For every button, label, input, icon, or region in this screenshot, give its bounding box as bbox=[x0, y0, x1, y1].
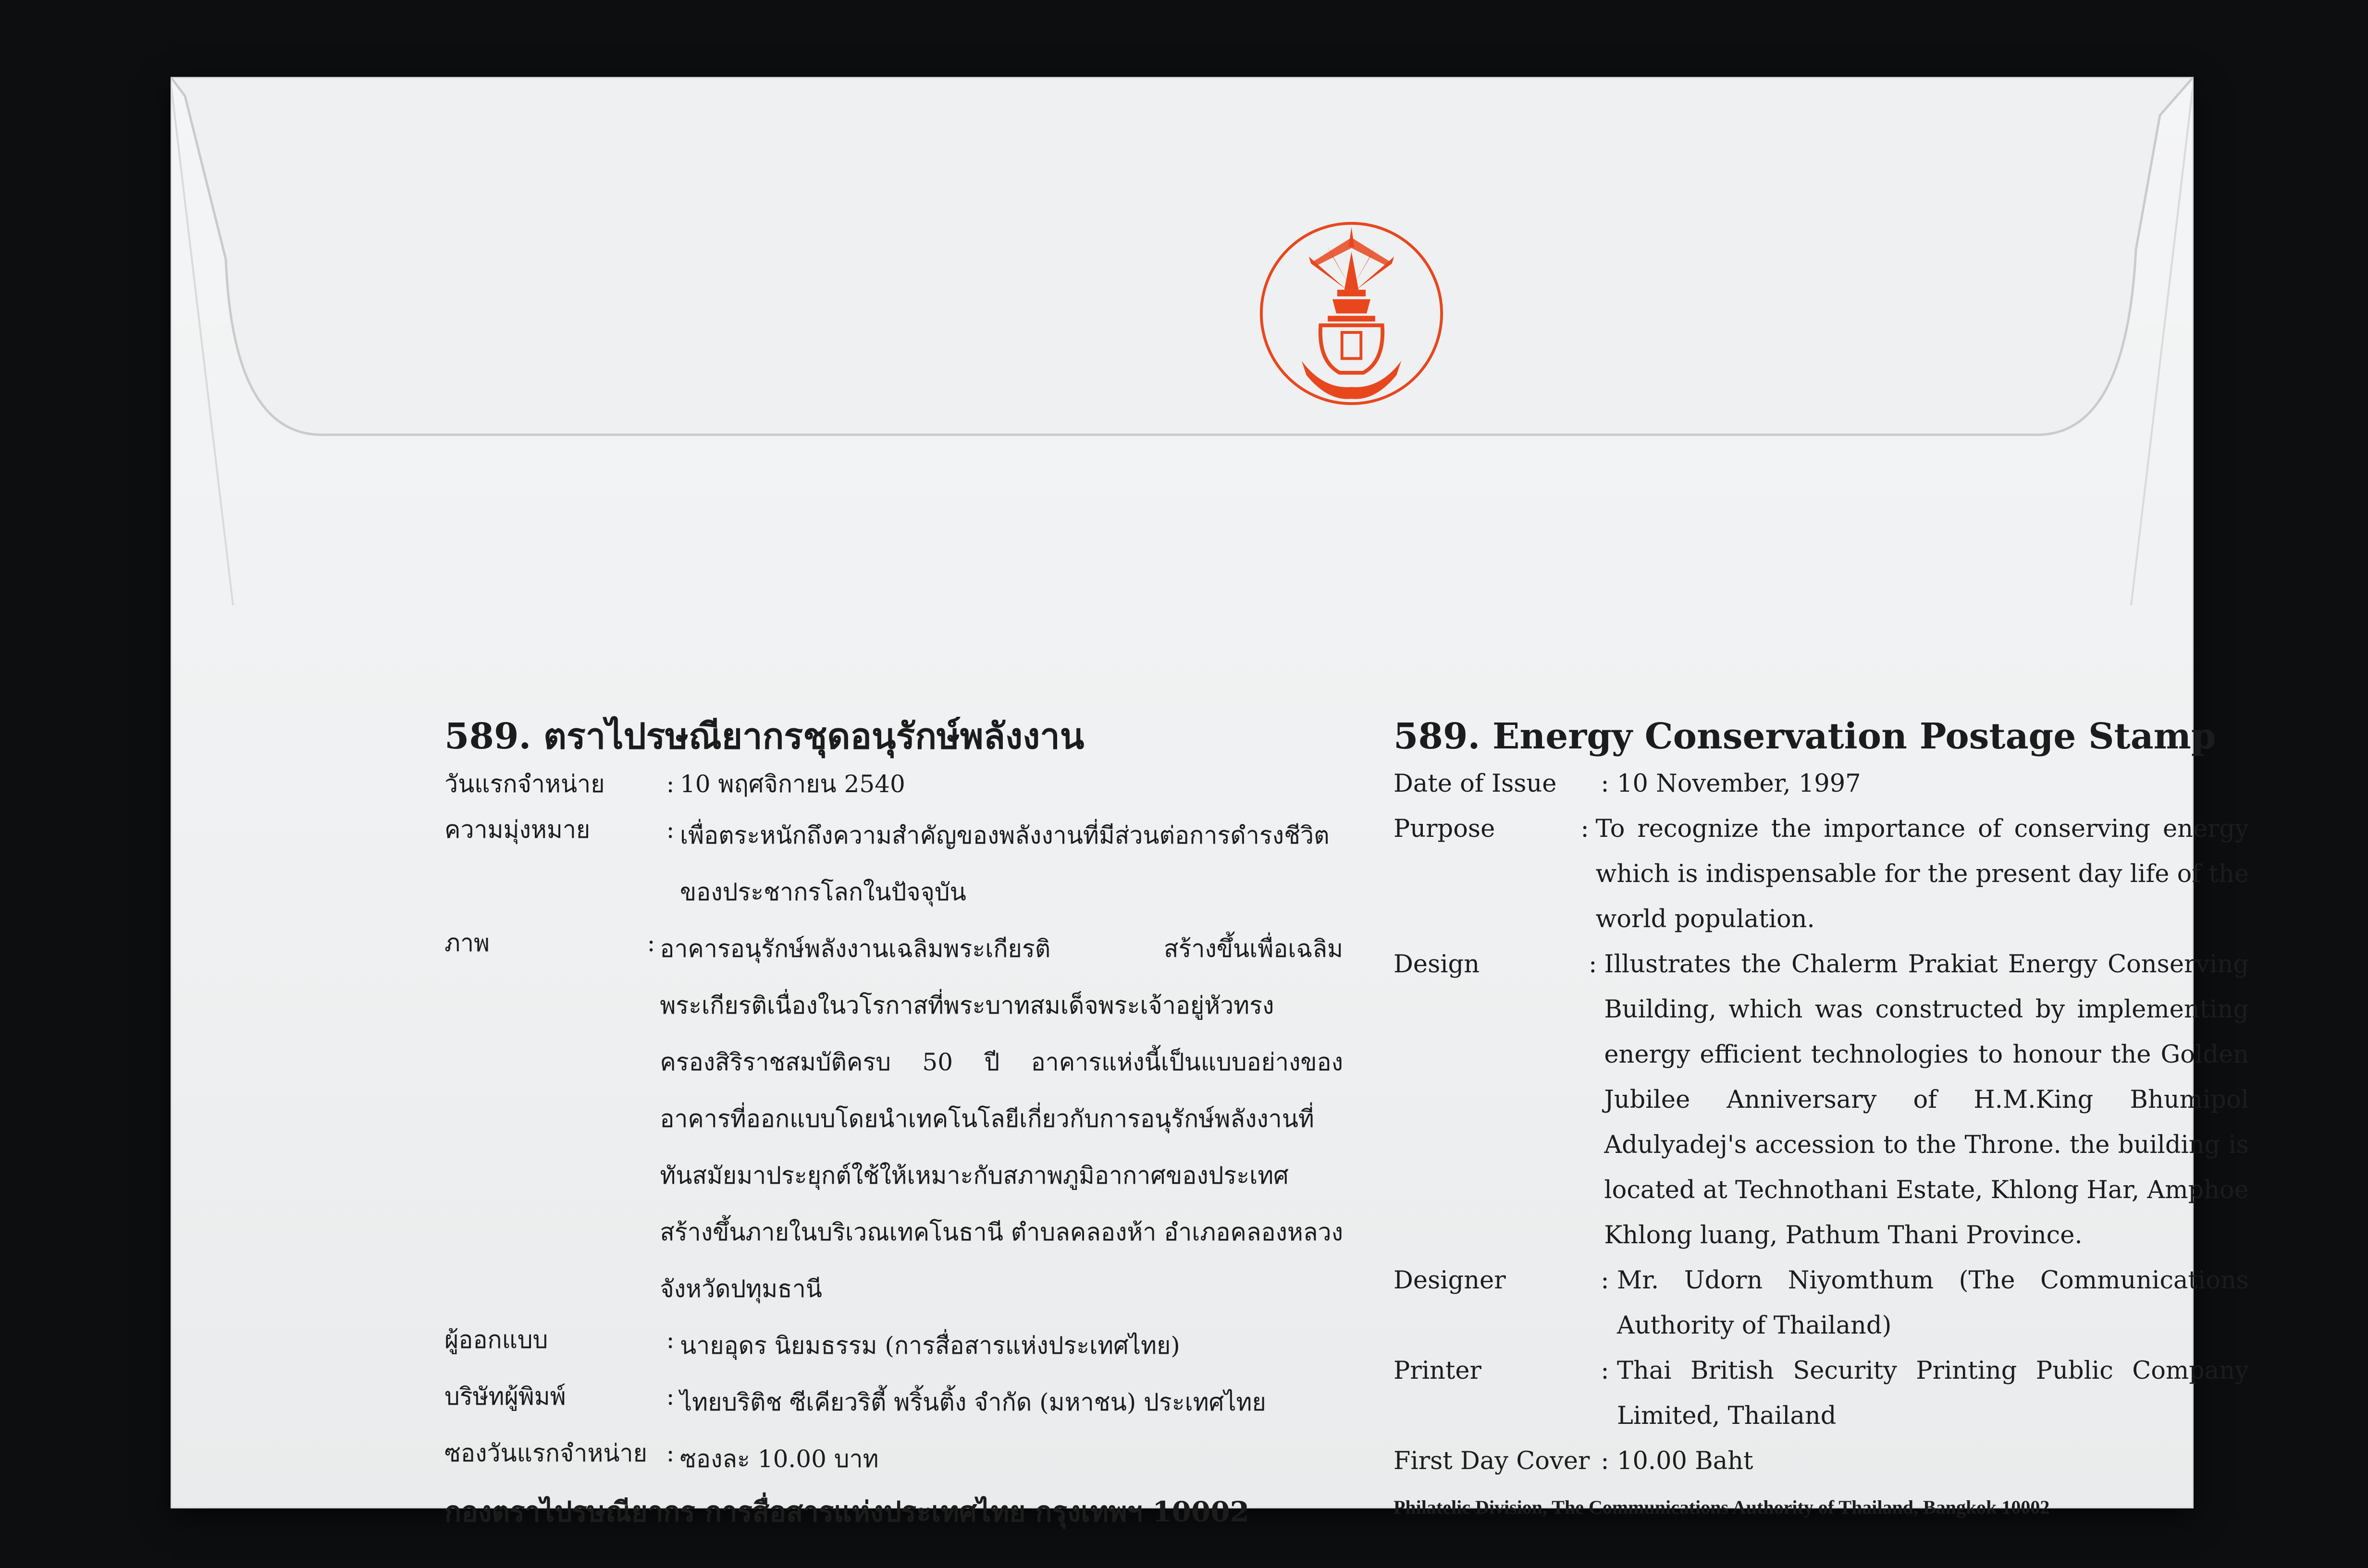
field-separator: : bbox=[1601, 1266, 1609, 1295]
field-value-line: located at Technothani Estate, Khlong Har, Amphoe bbox=[1604, 1176, 2249, 1204]
field-label: Design bbox=[1394, 950, 1480, 979]
english-description bbox=[1394, 713, 2249, 1524]
field-value-line: Building, which was constructed by implementing bbox=[1604, 995, 2249, 1024]
field-label: Printer bbox=[1394, 1357, 1481, 1385]
field-value-line: ครองสิริราชสมบัติครบ 50 ปี อาคารแห่งนี้เป็นแบบอย่างของ bbox=[660, 1048, 1343, 1076]
field-row bbox=[1394, 942, 2249, 1258]
field-value-line: 10.00 Baht bbox=[1617, 1447, 1753, 1475]
field-value bbox=[1596, 807, 2249, 942]
field-row bbox=[1394, 807, 2249, 942]
field-separator: : bbox=[666, 1439, 675, 1467]
field-value-line: Thai British Security Printing Public Company bbox=[1617, 1357, 2249, 1385]
field-value bbox=[680, 761, 1343, 807]
issuer-footer: กองตราไปรษณียากร การสื่อสารแห่งประเทศไทย กรุงเทพฯ 10002 bbox=[444, 1495, 1249, 1528]
field-value-line: Jubilee Anniversary of H.M.King Bhumipol bbox=[1604, 1086, 2249, 1114]
field-separator: : bbox=[1589, 950, 1597, 979]
field-separator: : bbox=[666, 816, 675, 844]
field-value-line: ไทยบริติช ซีเคียวริตี้ พริ้นติ้ง จำกัด (มหาชน) ประเทศไทย bbox=[680, 1388, 1266, 1416]
field-separator: : bbox=[1580, 815, 1589, 843]
field-row bbox=[444, 1431, 1343, 1487]
field-value-line: Adulyadej's accession to the Throne. the building is bbox=[1604, 1131, 2249, 1159]
field-label: บริษัทผู้พิมพ์ bbox=[444, 1383, 566, 1410]
thai-description bbox=[444, 713, 1343, 1533]
field-value-line: Khlong luang, Pathum Thani Province. bbox=[1604, 1221, 2083, 1250]
field-label: Date of Issue bbox=[1394, 770, 1557, 798]
field-separator: : bbox=[1601, 1357, 1609, 1385]
field-row bbox=[444, 1374, 1343, 1431]
field-value-line: 10 November, 1997 bbox=[1617, 770, 1861, 798]
field-value-line: เพื่อตระหนักถึงความสำคัญของพลังงานที่มีส่วนต่อการดำรงชีวิต bbox=[680, 821, 1330, 849]
field-value-line: world population. bbox=[1595, 905, 1815, 933]
field-separator: : bbox=[1601, 1447, 1609, 1475]
field-value-line: To recognize the importance of conserving energy bbox=[1595, 815, 2249, 843]
field-value-line: which is indispensable for the present day life of the bbox=[1595, 860, 2249, 888]
field-label: Purpose bbox=[1394, 815, 1495, 843]
field-separator: : bbox=[666, 770, 675, 798]
field-row bbox=[1394, 761, 2249, 807]
field-row bbox=[444, 1317, 1343, 1374]
field-row bbox=[444, 920, 1343, 1317]
field-value-line: จังหวัดปทุมธานี bbox=[660, 1275, 822, 1303]
field-label: ซองวันแรกจำหน่าย bbox=[444, 1439, 647, 1467]
field-separator: : bbox=[1601, 770, 1609, 798]
field-value-line: 10 พฤศจิกายน 2540 bbox=[680, 770, 905, 798]
section-title: 589. Energy Conservation Postage Stamp bbox=[1394, 716, 2216, 757]
field-value-line: ทันสมัยมาประยุกต์ใช้ให้เหมาะกับสภาพภูมิอากาศของประเทศ bbox=[660, 1162, 1289, 1189]
field-value bbox=[1604, 942, 2249, 1258]
field-separator: : bbox=[666, 1326, 675, 1354]
envelope-flap bbox=[171, 77, 2194, 634]
field-value-line: Mr. Udorn Niyomthum (The Communications bbox=[1617, 1266, 2249, 1295]
field-value bbox=[1617, 1258, 2249, 1348]
field-value-line: พระเกียรติเนื่องในวโรกาสที่พระบาทสมเด็จพระเจ้าอยู่หัวทรง bbox=[660, 992, 1274, 1019]
field-label: ผู้ออกแบบ bbox=[444, 1326, 548, 1354]
field-label: First Day Cover bbox=[1394, 1447, 1590, 1475]
section-title: 589. ตราไปรษณียากรชุดอนุรักษ์พลังงาน bbox=[444, 716, 1085, 757]
issuer-footer: Philatelic Division, The Communications Authority of Thailand, Bangkok 10002 bbox=[1394, 1496, 2050, 1518]
field-value-line: ของประชากรโลกในปัจจุบัน bbox=[680, 878, 966, 906]
field-value bbox=[1617, 1348, 2249, 1439]
field-label: วันแรกจำหน่าย bbox=[444, 770, 605, 798]
field-row bbox=[444, 761, 1343, 807]
field-value bbox=[1617, 761, 2249, 807]
field-label: Designer bbox=[1394, 1266, 1506, 1295]
field-value bbox=[680, 1431, 1343, 1487]
field-value bbox=[680, 1317, 1343, 1374]
field-row bbox=[1394, 1258, 2249, 1348]
field-value-line: energy efficient technologies to honour the Golden bbox=[1604, 1041, 2249, 1069]
field-row bbox=[444, 807, 1343, 920]
envelope-back bbox=[171, 77, 2249, 1528]
field-value bbox=[680, 807, 1343, 920]
field-value-line: Illustrates the Chalerm Prakiat Energy Conserving bbox=[1604, 950, 2249, 979]
field-value-line: ซองละ 10.00 บาท bbox=[680, 1445, 879, 1473]
field-label: ความมุ่งหมาย bbox=[444, 816, 591, 844]
royal-crown-emblem-icon bbox=[1257, 219, 1446, 408]
field-value bbox=[660, 920, 1343, 1317]
field-value-line: Limited, Thailand bbox=[1617, 1402, 1837, 1430]
field-row bbox=[1394, 1439, 2249, 1484]
field-value-line: นายอุดร นิยมธรรม (การสื่อสารแห่งประเทศไทย) bbox=[680, 1332, 1180, 1360]
field-value bbox=[680, 1374, 1343, 1431]
field-separator: : bbox=[666, 1383, 675, 1410]
field-row bbox=[1394, 1348, 2249, 1439]
field-value-line: อาคารอนุรักษ์พลังงานเฉลิมพระเกียรติ สร้างขึ้นเพื่อเฉลิม bbox=[660, 935, 1343, 963]
field-value-line: สร้างขึ้นภายในบริเวณเทคโนธานี ตำบลคลองห้า อำเภอคลองหลวง bbox=[660, 1218, 1343, 1246]
field-value-line: Authority of Thailand) bbox=[1617, 1311, 1892, 1340]
field-value-line: อาคารที่ออกแบบโดยนำเทคโนโลยีเกี่ยวกับการอนุรักษ์พลังงานที่ bbox=[660, 1105, 1314, 1133]
field-label: ภาพ bbox=[444, 929, 490, 957]
field-separator: : bbox=[647, 929, 655, 957]
field-value bbox=[1617, 1439, 2249, 1484]
